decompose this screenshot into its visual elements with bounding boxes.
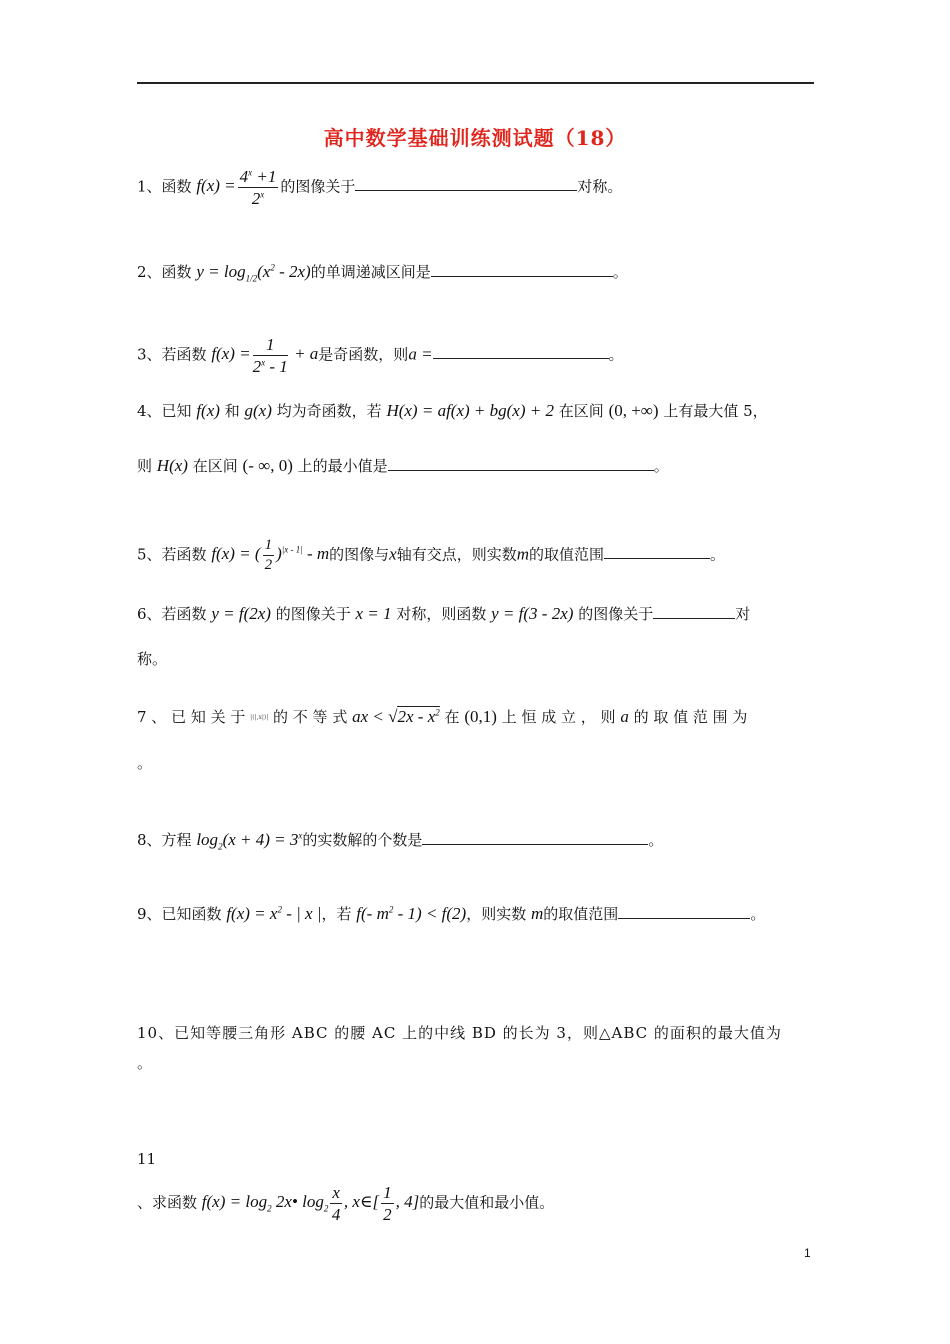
- question-9: 9、已知函数 $f(x) = x^2$ - | x |，若 f(- $m^2 - 1) < f(2)$，则实数 m的取值范围 。: [137, 904, 766, 923]
- question-11-number: 11: [137, 1150, 157, 1168]
- question-11: 、求函数 $f(x) = \log_2$ 2x• $\log_2$ $\frac{x}{4}$ , x∈[ $\frac{1}{2}$ , 4]的最大值和最小值。: [137, 1183, 555, 1224]
- question-4-line-2: 则 H(x) 在区间 (- ∞, 0) 上的最小值是 。: [137, 456, 669, 475]
- question-1: 1、函数 f(x) = $\frac{4^x +1}{2^x}$ 的图像关于 对称。: [137, 167, 623, 208]
- header-rule: [137, 82, 814, 84]
- page-number: 1: [804, 1246, 811, 1260]
- question-10-line-2: 。: [137, 1054, 153, 1072]
- question-6-line-2: 称。: [137, 650, 168, 668]
- answer-blank-5[interactable]: [604, 544, 710, 559]
- question-4: 4、已知 f(x) 和 g(x) 均为奇函数，若 H(x) = af(x) + bg(x) + 2 在区间 (0, +∞) 上有最大值 5，: [137, 401, 768, 420]
- question-3: 3、若函数 f(x) = $\frac{1}{2^x - 1}$ + a是奇函数，则a = 。: [137, 335, 624, 376]
- question-7-line-2: 。: [137, 754, 153, 772]
- question-8: 8、方程 $\log_2(x + 4) = 3^x$的实数解的个数是 。: [137, 830, 664, 852]
- answer-blank-1[interactable]: [355, 176, 577, 191]
- answer-blank-9[interactable]: [618, 904, 750, 919]
- answer-blank-4[interactable]: [388, 456, 654, 471]
- question-2: 2、函数 $y = \log_{1/2}(x^2 - 2x)$的单调递减区间是 。: [137, 262, 628, 284]
- question-5: 5、若函数 f(x) = ( $\frac{1}{2}$ )$^{|x - 1|}$ - m的图像与x轴有交点，则实数m的取值范围 。: [137, 537, 726, 573]
- answer-blank-8[interactable]: [422, 830, 648, 845]
- answer-blank-3[interactable]: [433, 344, 609, 359]
- answer-blank-2[interactable]: [431, 262, 613, 277]
- question-7: 7 、 已 知 关 于 |(|,x|)| 的 不 等 式 ax < $√2x - x^2$ 在 (0,1) 上 恒 成 立 ， 则 a 的 取 值 范 围 为: [137, 707, 748, 726]
- question-10: 10、已知等腰三角形 ABC 的腰 AC 上的中线 BD 的长为 3，则△ABC 的面积的最大值为: [137, 1024, 782, 1042]
- answer-blank-6[interactable]: [653, 604, 735, 619]
- page-title: 高中数学基础训练测试题（18）: [323, 126, 627, 150]
- question-6: 6、若函数 y = f(2x) 的图像关于 x = 1 对称，则函数 y = f(3 - 2x) 的图像关于 对: [137, 604, 751, 623]
